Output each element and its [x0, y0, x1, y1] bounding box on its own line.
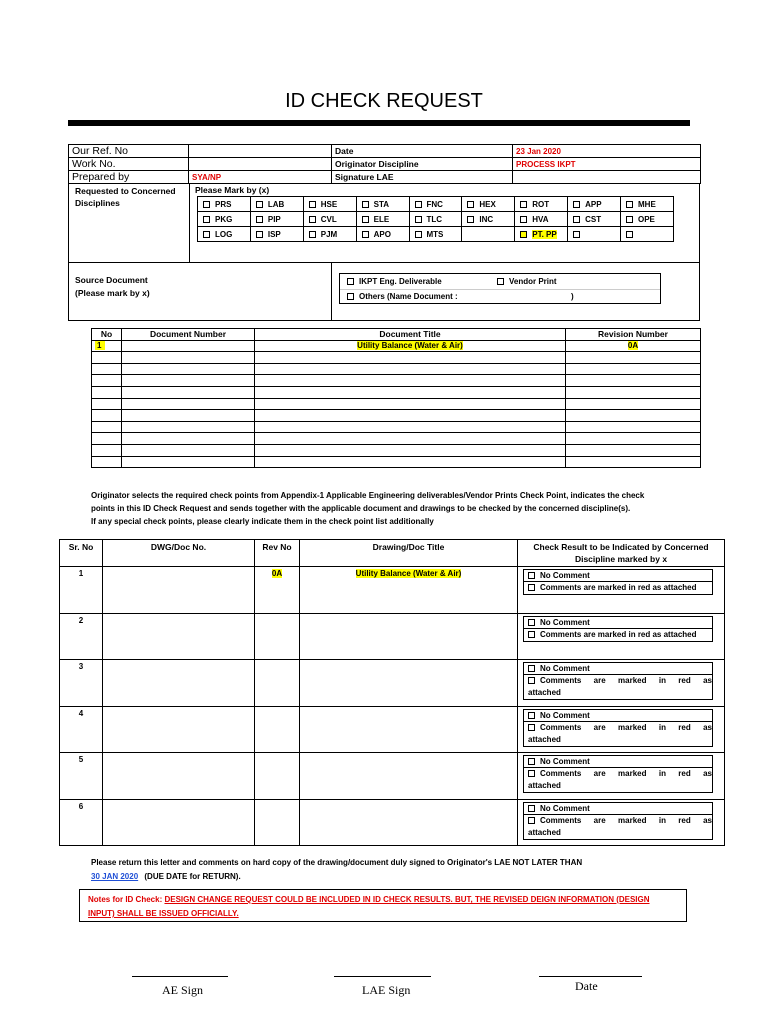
no-comment-option[interactable]: No Comment — [523, 709, 713, 722]
checkbox-icon[interactable] — [256, 201, 263, 208]
table-cell[interactable] — [566, 444, 701, 456]
table-cell[interactable] — [103, 799, 255, 846]
table-row — [92, 410, 701, 422]
discipline-cell[interactable]: FNC — [409, 197, 462, 212]
comments-red-option[interactable]: Comments are marked in red as attached — [523, 815, 713, 840]
checkbox-icon[interactable] — [626, 231, 633, 238]
checkbox-icon[interactable] — [573, 216, 580, 223]
originator-label: Originator Discipline — [332, 158, 513, 171]
checkbox-icon[interactable] — [520, 201, 527, 208]
table-row — [92, 340, 701, 352]
checkbox-icon[interactable] — [309, 201, 316, 208]
discipline-cell[interactable]: APP — [568, 197, 621, 212]
document-list-table — [91, 328, 701, 468]
date-label: Date — [332, 145, 513, 158]
table-cell[interactable] — [92, 421, 122, 433]
column-header: Check Result to be Indicated by Concerned Discipline marked by x — [518, 540, 725, 567]
date-value[interactable]: 23 Jan 2020 — [513, 145, 701, 158]
column-header: Document Title — [255, 329, 566, 341]
table-cell[interactable] — [255, 456, 566, 468]
comments-red-option[interactable]: Comments are marked in red as attached — [523, 675, 713, 700]
discipline-cell[interactable]: ELE — [356, 212, 409, 227]
table-row — [60, 660, 725, 707]
table-cell[interactable] — [92, 410, 122, 422]
table-cell[interactable] — [92, 375, 122, 387]
no-comment-option[interactable]: No Comment — [523, 802, 713, 815]
checkbox-icon[interactable] — [573, 201, 580, 208]
table-cell[interactable] — [255, 375, 566, 387]
no-comment-option[interactable]: No Comment — [523, 662, 713, 675]
checkbox-icon[interactable] — [573, 231, 580, 238]
table-cell[interactable] — [255, 613, 300, 660]
table-row — [92, 456, 701, 468]
table-row — [92, 398, 701, 410]
checkbox-icon[interactable] — [203, 201, 210, 208]
discipline-cell[interactable]: ROT — [515, 197, 568, 212]
checkbox-icon[interactable] — [309, 216, 316, 223]
checkbox-icon[interactable] — [362, 201, 369, 208]
checkbox-icon[interactable] — [528, 712, 535, 719]
discipline-cell[interactable]: PT. PP — [515, 227, 568, 242]
table-cell[interactable] — [300, 753, 518, 800]
table-cell[interactable] — [255, 363, 566, 375]
table-cell[interactable] — [92, 363, 122, 375]
discipline-cell[interactable]: APO — [356, 227, 409, 242]
checkbox-icon[interactable] — [520, 231, 527, 238]
ae-sign-label: AE Sign — [162, 983, 204, 997]
requested-disciplines-label: Requested to Concerned Disciplines — [75, 186, 176, 208]
checkbox-icon[interactable] — [626, 201, 633, 208]
prepared-by-label: Prepared by — [69, 171, 189, 184]
table-cell[interactable] — [566, 375, 701, 387]
checkbox-icon[interactable] — [203, 216, 210, 223]
table-cell[interactable] — [122, 375, 255, 387]
checkbox-icon[interactable] — [467, 201, 474, 208]
checkbox-icon[interactable] — [528, 631, 535, 638]
checkbox-icon[interactable] — [528, 770, 535, 777]
table-cell[interactable] — [566, 433, 701, 445]
checkbox-icon[interactable] — [626, 216, 633, 223]
table-cell[interactable] — [122, 363, 255, 375]
table-row — [60, 567, 725, 614]
table-cell[interactable] — [255, 386, 566, 398]
checkbox-icon[interactable] — [528, 677, 535, 684]
lae-sign-label: LAE Sign — [362, 983, 411, 997]
discipline-cell[interactable]: OPE — [621, 212, 674, 227]
column-header: No — [92, 329, 122, 341]
work-no-label: Work No. — [69, 158, 189, 171]
table-cell[interactable] — [92, 352, 122, 364]
table-row — [92, 352, 701, 364]
table-row — [60, 706, 725, 753]
table-cell[interactable] — [255, 660, 300, 707]
work-no-value[interactable] — [189, 158, 332, 171]
no-comment-option[interactable]: No Comment — [523, 616, 713, 629]
discipline-cell[interactable] — [568, 227, 621, 242]
checkbox-icon[interactable] — [256, 216, 263, 223]
check-result-cell — [518, 706, 725, 753]
discipline-cell[interactable]: PRS — [198, 197, 251, 212]
table-cell[interactable] — [103, 660, 255, 707]
discipline-row — [198, 227, 674, 242]
discipline-cell[interactable]: HVA — [515, 212, 568, 227]
table-cell[interactable] — [122, 386, 255, 398]
discipline-cell[interactable]: ISP — [250, 227, 303, 242]
checkbox-icon[interactable] — [309, 231, 316, 238]
due-date: 30 JAN 2020 — [91, 872, 139, 881]
checkbox-icon[interactable] — [362, 231, 369, 238]
no-comment-option[interactable]: No Comment — [523, 569, 713, 582]
checkbox-icon[interactable] — [347, 278, 354, 285]
check-result-cell — [518, 567, 725, 614]
checkbox-icon[interactable] — [520, 216, 527, 223]
table-row — [92, 375, 701, 387]
discipline-row — [198, 197, 674, 212]
discipline-cell[interactable]: INC — [462, 212, 515, 227]
table-cell[interactable] — [122, 398, 255, 410]
notes-box — [79, 889, 687, 922]
column-header: Document Number — [122, 329, 255, 341]
checkbox-icon[interactable] — [203, 231, 210, 238]
column-header: Rev No — [255, 540, 300, 567]
table-cell[interactable] — [92, 398, 122, 410]
table-cell[interactable] — [122, 444, 255, 456]
request-section — [68, 183, 700, 321]
table-cell[interactable] — [103, 706, 255, 753]
table-cell[interactable]: 0A — [255, 567, 300, 614]
table-cell[interactable] — [566, 398, 701, 410]
discipline-cell[interactable]: PKG — [198, 212, 251, 227]
discipline-cell[interactable]: STA — [356, 197, 409, 212]
table-cell[interactable] — [92, 433, 122, 445]
table-cell[interactable] — [566, 421, 701, 433]
table-cell[interactable] — [566, 352, 701, 364]
table-cell[interactable] — [255, 398, 566, 410]
column-header: DWG/Doc No. — [103, 540, 255, 567]
table-cell[interactable] — [92, 386, 122, 398]
discipline-grid — [197, 196, 674, 242]
table-row — [60, 799, 725, 846]
table-cell[interactable] — [122, 340, 255, 352]
discipline-cell[interactable]: HSE — [303, 197, 356, 212]
return-instruction: Please return this letter and comments on hard copy of the drawing/document duly signed to Originator's LAE NOT LATER THAN 30 JAN 2020 (DUE DATE for RETURN). — [91, 858, 583, 881]
discipline-cell[interactable]: PJM — [303, 227, 356, 242]
table-row — [60, 613, 725, 660]
table-row — [92, 363, 701, 375]
table-cell[interactable] — [300, 706, 518, 753]
table-cell[interactable]: Utility Balance (Water & Air) — [300, 567, 518, 614]
date-sign-line — [539, 976, 642, 977]
table-cell[interactable] — [566, 410, 701, 422]
title-rule — [68, 120, 690, 126]
table-cell[interactable] — [103, 753, 255, 800]
our-ref-value[interactable] — [189, 145, 332, 158]
source-option-vendor[interactable]: Vendor Print — [497, 277, 557, 286]
lae-sign-line — [334, 976, 431, 977]
checkbox-icon[interactable] — [256, 231, 263, 238]
signature-label: Signature LAE — [332, 171, 513, 184]
table-cell[interactable]: 6 — [60, 799, 103, 846]
table-cell[interactable]: 4 — [60, 706, 103, 753]
source-option-ikpt[interactable]: IKPT Eng. Deliverable — [347, 277, 442, 286]
table-cell[interactable] — [566, 456, 701, 468]
header-table — [68, 144, 701, 184]
table-cell[interactable] — [255, 352, 566, 364]
table-cell[interactable] — [255, 706, 300, 753]
check-result-table — [59, 539, 725, 846]
checkbox-icon[interactable] — [528, 665, 535, 672]
comments-red-option[interactable]: Comments are marked in red as attached — [523, 582, 713, 595]
checkbox-icon[interactable] — [528, 572, 535, 579]
comments-red-option[interactable]: Comments are marked in red as attached — [523, 768, 713, 793]
table-row — [92, 421, 701, 433]
checkbox-icon[interactable] — [415, 201, 422, 208]
table-cell[interactable] — [300, 799, 518, 846]
table-cell[interactable] — [566, 363, 701, 375]
checkbox-icon[interactable] — [528, 619, 535, 626]
discipline-cell[interactable] — [621, 227, 674, 242]
column-header: Revision Number — [566, 329, 701, 341]
table-cell[interactable] — [300, 613, 518, 660]
table-cell[interactable] — [122, 421, 255, 433]
table-cell[interactable] — [255, 433, 566, 445]
discipline-cell[interactable]: MHE — [621, 197, 674, 212]
table-row — [92, 433, 701, 445]
source-option-others[interactable]: Others (Name Document : — [347, 292, 458, 301]
date-sign-label: Date — [575, 979, 598, 993]
table-cell[interactable] — [566, 386, 701, 398]
table-cell[interactable]: 1 — [92, 340, 122, 352]
discipline-cell[interactable]: LOG — [198, 227, 251, 242]
no-comment-option[interactable]: No Comment — [523, 755, 713, 768]
checkbox-icon[interactable] — [528, 724, 535, 731]
prepared-by-value[interactable]: SYA/NP — [189, 171, 332, 184]
page-title: ID CHECK REQUEST — [285, 90, 483, 112]
discipline-cell[interactable]: LAB — [250, 197, 303, 212]
table-cell[interactable] — [92, 444, 122, 456]
table-cell[interactable]: 1 — [60, 567, 103, 614]
ae-sign-line — [132, 976, 228, 977]
table-cell[interactable] — [122, 433, 255, 445]
table-cell[interactable] — [255, 799, 300, 846]
checkbox-icon[interactable] — [528, 584, 535, 591]
discipline-row — [198, 212, 674, 227]
checkbox-icon[interactable] — [528, 758, 535, 765]
table-cell[interactable] — [255, 421, 566, 433]
instructions-paragraph: Originator selects the required check points from Appendix-1 Applicable Engineering deliverables/Vendor Prints Check Point, indicates the check points in this ID Check Request and sends together with the applicable document and drawings to be checked by the concerned discipline(s). If any special check points, please clearly indicate them in the check point list additionally — [91, 491, 645, 526]
table-cell[interactable]: 2 — [60, 613, 103, 660]
table-row — [60, 753, 725, 800]
discipline-cell[interactable]: CST — [568, 212, 621, 227]
column-header: Sr. No — [60, 540, 103, 567]
table-cell[interactable] — [255, 444, 566, 456]
check-result-cell — [518, 660, 725, 707]
notes-prefix: Notes for ID Check: — [88, 895, 163, 904]
our-ref-label: Our Ref. No — [69, 145, 189, 158]
discipline-cell[interactable]: HEX — [462, 197, 515, 212]
table-cell[interactable] — [122, 410, 255, 422]
check-result-cell — [518, 613, 725, 660]
column-header: Drawing/Doc Title — [300, 540, 518, 567]
discipline-cell[interactable]: PIP — [250, 212, 303, 227]
comments-red-option[interactable]: Comments are marked in red as attached — [523, 722, 713, 747]
checkbox-icon[interactable] — [528, 817, 535, 824]
discipline-cell[interactable]: CVL — [303, 212, 356, 227]
checkbox-icon[interactable] — [415, 216, 422, 223]
document-list-header — [92, 329, 701, 341]
source-options: IKPT Eng. Deliverable Vendor Print Others (Name Document : ) — [339, 273, 661, 304]
discipline-cell[interactable]: TLC — [409, 212, 462, 227]
table-row — [92, 444, 701, 456]
table-cell[interactable]: 0A — [566, 340, 701, 352]
table-cell[interactable] — [122, 456, 255, 468]
table-cell[interactable] — [122, 352, 255, 364]
source-document-label: Source Document (Please mark by x) — [75, 275, 150, 298]
discipline-cell[interactable]: MTS — [409, 227, 462, 242]
discipline-cell[interactable] — [462, 227, 515, 242]
checkbox-icon[interactable] — [415, 231, 422, 238]
table-cell[interactable] — [92, 456, 122, 468]
checkbox-icon[interactable] — [362, 216, 369, 223]
checkbox-icon[interactable] — [497, 278, 504, 285]
checkbox-icon[interactable] — [467, 216, 474, 223]
notes-text: DESIGN CHANGE REQUEST COULD BE INCLUDED IN ID CHECK RESULTS. BUT, THE REVISED DEIGN INFORMATION (DESIGN INPUT) SHALL BE ISSUED OFFICIALLY. — [88, 895, 650, 918]
table-cell[interactable] — [255, 410, 566, 422]
table-cell[interactable] — [103, 567, 255, 614]
checkbox-icon[interactable] — [528, 805, 535, 812]
table-cell[interactable] — [300, 660, 518, 707]
table-cell[interactable]: 3 — [60, 660, 103, 707]
table-cell[interactable]: Utility Balance (Water & Air) — [255, 340, 566, 352]
signature-value[interactable] — [513, 171, 701, 184]
table-cell[interactable]: 5 — [60, 753, 103, 800]
comments-red-option[interactable]: Comments are marked in red as attached — [523, 629, 713, 642]
mark-by-label: Please Mark by (x) — [195, 185, 270, 195]
check-result-cell — [518, 799, 725, 846]
table-cell[interactable] — [255, 753, 300, 800]
checkbox-icon[interactable] — [347, 293, 354, 300]
table-row — [92, 386, 701, 398]
table-cell[interactable] — [103, 613, 255, 660]
originator-value[interactable]: PROCESS IKPT — [513, 158, 701, 171]
check-table-header — [60, 540, 725, 567]
check-result-cell — [518, 753, 725, 800]
